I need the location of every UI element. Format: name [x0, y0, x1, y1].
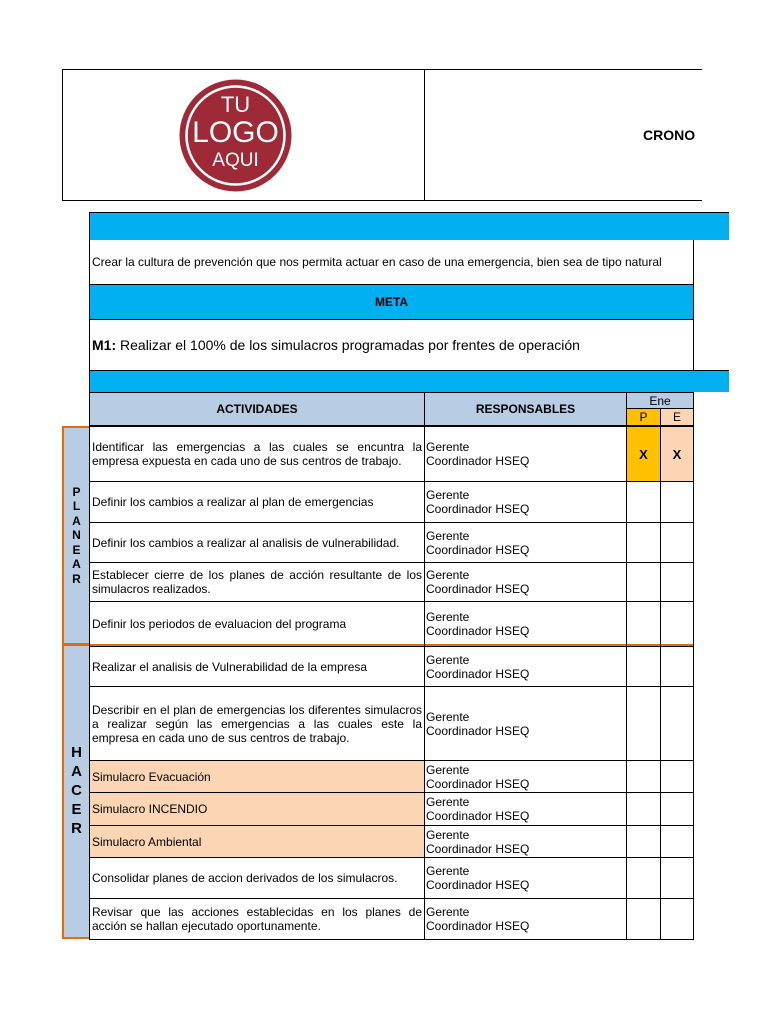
responsible-cell	[424, 825, 627, 858]
meta-goal-row	[89, 320, 694, 370]
activity-cell	[89, 792, 425, 826]
company-logo	[179, 79, 292, 192]
header-divider	[424, 69, 425, 201]
plan-cell[interactable]	[626, 898, 661, 940]
phase-planear-letters: P L A N E A R	[72, 484, 81, 586]
responsible-cell	[424, 426, 627, 482]
exec-cell[interactable]	[660, 825, 694, 858]
responsible-text: Gerente Coordinador HSEQ	[426, 610, 530, 638]
activity-text: Consolidar planes de accion derivados de los simulacros.	[92, 871, 398, 885]
meta-heading-band	[89, 284, 694, 320]
exec-mark: X	[672, 446, 682, 462]
exec-cell[interactable]	[660, 898, 694, 940]
objective-heading-band	[89, 212, 729, 240]
plan-mark: X	[639, 446, 648, 462]
phase-planear	[62, 426, 89, 645]
objective-row	[89, 240, 694, 284]
exec-cell[interactable]	[660, 760, 694, 793]
col-header-activities-label: ACTIVIDADES	[216, 402, 298, 416]
responsible-text: Gerente Coordinador HSEQ	[426, 795, 530, 823]
schedule-heading-band	[89, 370, 729, 392]
logo-text-3: AQUI	[212, 150, 259, 171]
activity-cell	[89, 522, 425, 563]
responsible-text: Gerente Coordinador HSEQ	[426, 864, 530, 892]
plan-cell[interactable]	[626, 686, 661, 761]
activity-text: Definir los periodos de evaluacion del programa	[92, 617, 347, 631]
responsible-text: Gerente Coordinador HSEQ	[426, 568, 530, 596]
plan-cell[interactable]	[626, 601, 661, 647]
plan-cell[interactable]	[626, 562, 661, 602]
responsible-cell	[424, 601, 627, 647]
col-header-activities	[89, 392, 425, 426]
exec-cell[interactable]	[660, 686, 694, 761]
header-box	[62, 69, 702, 201]
exec-cell[interactable]	[660, 646, 694, 687]
activity-text: Establecer cierre de los planes de acción resultante de los simulacros realizados.	[92, 568, 422, 596]
activity-text: Revisar que las acciones establecidas en los planes de acción se hallan ejecutado oportunamente.	[92, 905, 422, 933]
responsible-text: Gerente Coordinador HSEQ	[426, 762, 530, 791]
responsible-cell	[424, 562, 627, 602]
logo-text-1: TU	[220, 92, 251, 117]
responsible-text: Gerente Coordinador HSEQ	[426, 488, 530, 516]
plan-cell[interactable]	[626, 481, 661, 523]
subheader-p	[626, 408, 661, 426]
responsible-text: Gerente Coordinador HSEQ	[426, 827, 530, 856]
activity-text: Identificar las emergencias a las cuales se encuntra la empresa expuesta en cada uno de sus centros de trabajo.	[92, 440, 422, 468]
responsible-cell	[424, 646, 627, 687]
exec-cell[interactable]	[660, 857, 694, 899]
responsible-cell	[424, 522, 627, 563]
activity-text: Simulacro Evacuación	[92, 769, 211, 784]
exec-cell[interactable]	[660, 522, 694, 563]
responsible-cell	[424, 481, 627, 523]
plan-cell[interactable]	[626, 857, 661, 899]
meta-goal-text: Realizar el 100% de los simulacros programadas por frentes de operación	[116, 337, 580, 353]
meta-goal-prefix: M1:	[92, 337, 117, 353]
activity-cell	[89, 825, 425, 858]
activity-text: Realizar el analisis de Vulnerabilidad de la empresa	[92, 659, 368, 674]
plan-cell[interactable]	[626, 825, 661, 858]
activity-cell	[89, 646, 425, 687]
responsible-cell	[424, 686, 627, 761]
responsible-cell	[424, 792, 627, 826]
activity-cell	[89, 426, 425, 482]
activity-text: Definir los cambios a realizar al plan de emergencias	[92, 495, 374, 509]
responsible-cell	[424, 898, 627, 940]
plan-cell[interactable]	[626, 760, 661, 793]
exec-cell[interactable]	[660, 426, 694, 482]
col-header-responsibles	[424, 392, 627, 426]
objective-text: Crear la cultura de prevención que nos permita actuar en caso de una emergencia, bien sea de tipo natural	[92, 255, 662, 269]
month-header	[626, 392, 694, 409]
meta-heading: META	[374, 295, 409, 309]
activity-text: Simulacro INCENDIO	[92, 802, 208, 816]
col-header-responsibles-label: RESPONSABLES	[475, 402, 576, 416]
exec-cell[interactable]	[660, 601, 694, 647]
activity-cell	[89, 562, 425, 602]
phase-hacer	[62, 644, 89, 939]
subheader-p-label: P	[639, 410, 648, 424]
subheader-e-label: E	[672, 410, 681, 424]
activity-cell	[89, 481, 425, 523]
activity-text: Describir en el plan de emergencias los diferentes simulacros a realizar según las emergencias a las cuales este la empresa en cada uno de sus centros de trabajo.	[92, 702, 422, 745]
activity-text: Definir los cambios a realizar al analisis de vulnerabilidad.	[92, 535, 400, 550]
responsible-cell	[424, 760, 627, 793]
responsible-text: Gerente Coordinador HSEQ	[426, 440, 530, 468]
plan-cell[interactable]	[626, 522, 661, 563]
responsible-text: Gerente Coordinador HSEQ	[426, 528, 530, 557]
responsible-text: Gerente Coordinador HSEQ	[426, 905, 530, 933]
month-label: Ene	[649, 393, 671, 408]
responsible-cell	[424, 857, 627, 899]
activity-text: Simulacro Ambiental	[92, 834, 202, 849]
activity-cell	[89, 601, 425, 647]
activity-cell	[89, 857, 425, 899]
plan-cell[interactable]	[626, 426, 661, 482]
page-title: CRONO	[643, 127, 696, 143]
exec-cell[interactable]	[660, 792, 694, 826]
logo-text-2: LOGO	[192, 116, 279, 149]
responsible-text: Gerente Coordinador HSEQ	[426, 652, 530, 681]
activity-cell	[89, 686, 425, 761]
activity-cell	[89, 898, 425, 940]
phase-hacer-letters: H A C E R	[71, 744, 82, 837]
responsible-text: Gerente Coordinador HSEQ	[426, 709, 530, 738]
exec-cell[interactable]	[660, 481, 694, 523]
subheader-e	[660, 408, 694, 426]
exec-cell[interactable]	[660, 562, 694, 602]
plan-cell[interactable]	[626, 646, 661, 687]
plan-cell[interactable]	[626, 792, 661, 826]
activity-cell	[89, 760, 425, 793]
